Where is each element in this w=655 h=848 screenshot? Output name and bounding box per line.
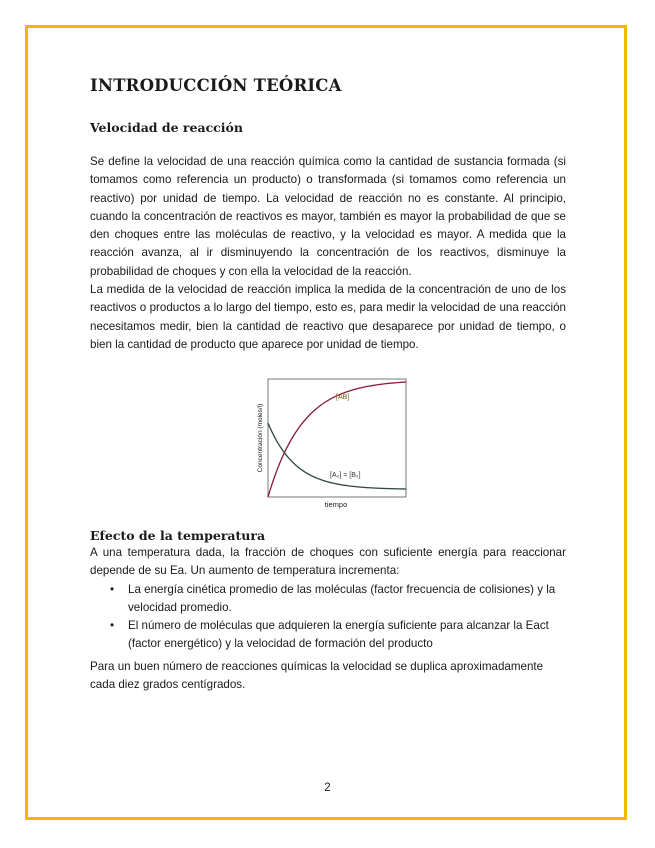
paragraph-medida: La medida de la velocidad de reacción implica la medida de la concentración de uno de los reactivos o productos a lo largo del tiempo, esto es, para medir la velocidad de una reacción necesitamos medir, bien la cantidad de reactivo que desaparece por unidad de tiempo, o bien la cantidad de producto que aparece por unidad de tiempo.: [90, 283, 566, 351]
page-number: 2: [324, 782, 331, 794]
x-axis-label: tiempo: [324, 500, 348, 509]
section-heading-velocidad: Velocidad de reacción: [90, 120, 243, 135]
section-heading-temperatura: Efecto de la temperatura: [90, 528, 266, 543]
paragraph-definicion: Se define la velocidad de una reacción química como la cantidad de sustancia formada (si tomamos como referencia un producto) o transformada (si tomamos como referencia un reactivo) por unidad de tiempo. La velocidad de reacción no es constante. Al principio, cuando la concentración de reactivos es mayor, también es mayor la probabilidad de que se den choques entre las moléculas de reactivo, y la velocidad es mayor. A medida que la reacción avanza, al ir disminuyendo la concentración de los reactivos, disminuye la probabilidad de choques y con ella la velocidad de la reacción.: [90, 155, 566, 278]
series-label-a2b2: [A₂] = [B₂]: [330, 472, 361, 479]
concentration-chart: [254, 375, 409, 513]
list-item: • La energía cinética promedio de las moléculas (factor frecuencia de colisiones) y la velocidad promedio.: [128, 581, 566, 618]
bullet-list: [90, 581, 566, 654]
temperature-section: [90, 528, 566, 654]
series-label-ab: [AB]: [336, 394, 350, 401]
list-item: • El número de moléculas que adquieren la energía suficiente para alcanzar la Eact (factor energético) y la velocidad de formación del producto: [128, 617, 566, 654]
paragraph-temperatura-intro: A una temperatura dada, la fracción de choques con suficiente energía para reaccionar depende de su Ea. Un aumento de temperatura incrementa:: [90, 546, 566, 578]
y-axis-label: Concentración (moles/l): [257, 403, 264, 473]
series-line-a2b2: [268, 423, 406, 489]
page-title: INTRODUCCIÓN TEÓRICA: [90, 76, 342, 95]
paragraph-conclusion: Para un buen número de reacciones químicas la velocidad se duplica aproximadamente cada diez grados centígrados.: [90, 660, 544, 692]
